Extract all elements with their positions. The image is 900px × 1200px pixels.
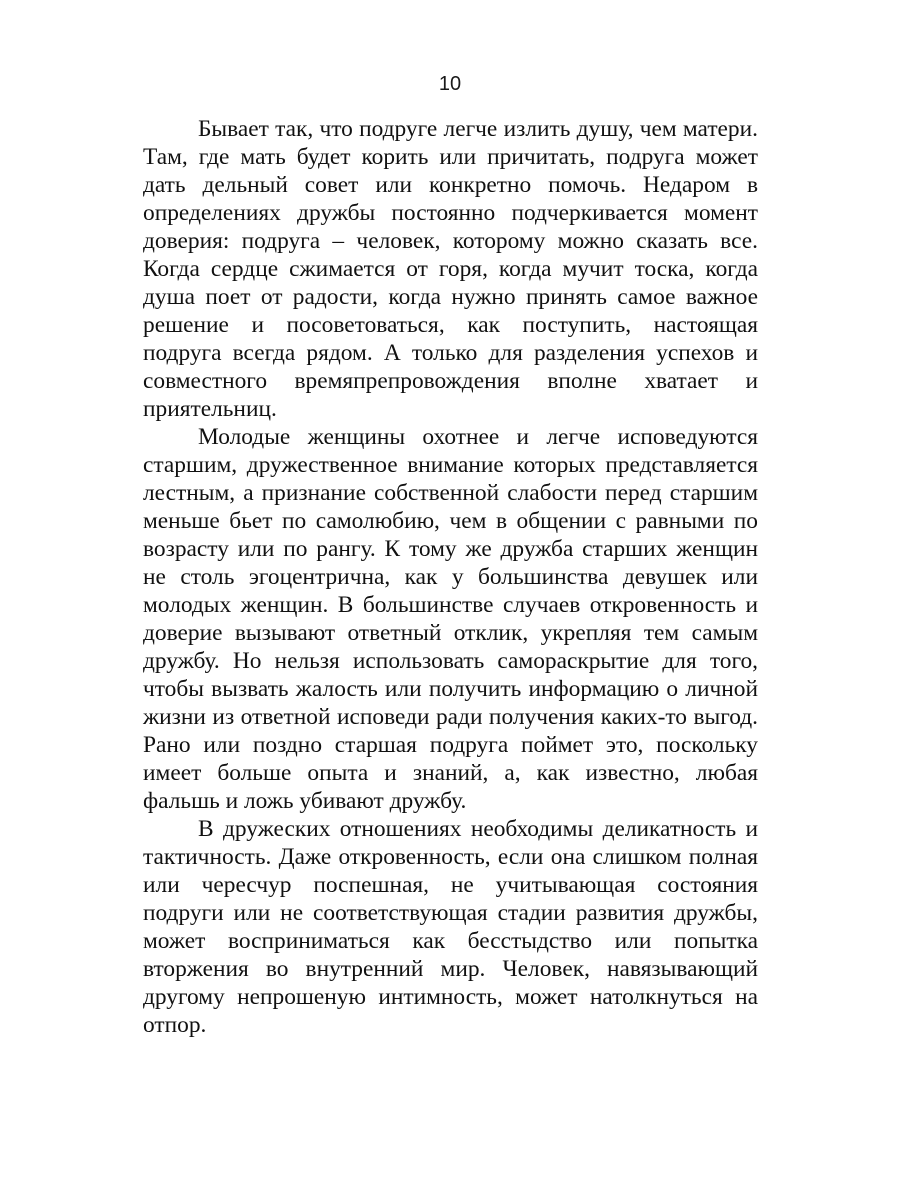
page-body <box>143 115 758 1039</box>
page-number: 10 <box>438 73 462 95</box>
paragraph-friendship-trust: Бывает так, что подруге легче излить душу, чем матери. Там, где мать будет корить или причитать, подруга может дать дельный совет или конкретно помочь. Недаром в определениях дружбы постоянно подчеркивается момент доверия: подруга – человек, которому можно сказать все. Когда сердце сжимается от горя, когда мучит тоска, когда душа поет от радости, когда нужно принять самое важное решение и посоветоваться, как поступить, настоящая подруга всегда рядом. А только для разделения успехов и совместного времяпрепровождения вполне хватает и приятельниц. <box>143 116 758 422</box>
paragraph-tact: В дружеских отношениях необходимы деликатность и тактичность. Даже откровенность, если она слишком полная или чересчур поспешная, не учитывающая состояния подруги или не соответствующая стадии развития дружбы, может восприниматься как бесстыдство или попытка вторжения во внутренний мир. Человек, навязывающий другому непрошеную интимность, может натолкнуться на отпор. <box>143 816 758 1038</box>
paragraph-older-friends: Молодые женщины охотнее и легче исповедуются старшим, дружественное внимание которых представляется лестным, а признание собственной слабости перед старшим меньше бьет по самолюбию, чем в общении с равными по возрасту или по рангу. К тому же дружба старших женщин не столь эгоцентрична, как у большинства девушек или молодых женщин. В большинстве случаев откровенность и доверие вызывают ответный отклик, укрепляя тем самым дружбу. Но нельзя использовать самораскрытие для того, чтобы вызвать жалость или получить информацию о личной жизни из ответной исповеди ради получения каких-то выгод. Рано или поздно старшая подруга поймет это, поскольку имеет больше опыта и знаний, а, как известно, любая фальшь и ложь убивают дружбу. <box>143 424 758 814</box>
